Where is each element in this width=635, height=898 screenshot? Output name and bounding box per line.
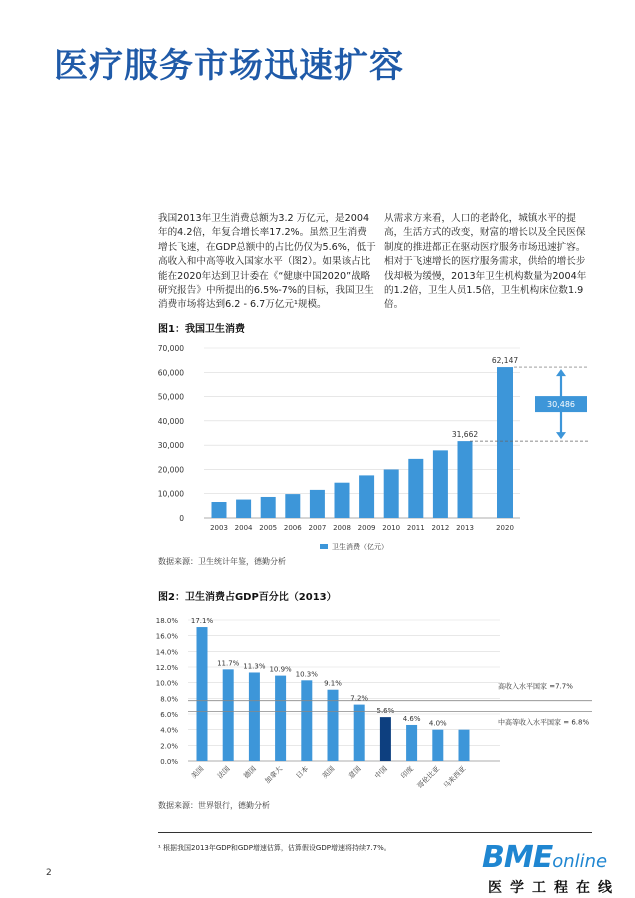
- x-tick-label: 2003: [210, 524, 228, 532]
- reference-line-label: 中高等收入水平国家 = 6.8%: [498, 718, 590, 727]
- x-tick-label: 印度: [399, 764, 416, 781]
- bar-2006: [285, 494, 300, 518]
- x-tick-label: 2006: [283, 524, 302, 532]
- x-tick-label: 2008: [333, 524, 351, 532]
- y-tick-label: 12.0%: [155, 664, 178, 672]
- x-tick-label: 意国: [347, 764, 363, 781]
- bar-马来西亚: [459, 730, 470, 761]
- bar-法国: [223, 669, 234, 761]
- y-tick-label: 10,000: [157, 489, 184, 499]
- y-tick-label: 70,000: [157, 344, 184, 353]
- y-tick-label: 16.0%: [155, 632, 178, 641]
- logo-subtitle: 医学工程在线: [488, 880, 620, 896]
- y-tick-label: 60,000: [157, 368, 184, 378]
- bar-2013: [458, 441, 473, 518]
- bar-2009: [359, 475, 374, 518]
- x-tick-label: 德国: [242, 764, 258, 781]
- legend-label: 卫生消费（亿元）: [332, 543, 388, 551]
- footnote: ¹ 根据我国2013年GDP和GDP增速估算，估算假设GDP增速将持续7.7%。: [158, 844, 391, 852]
- data-label-意国: 7.2%: [350, 694, 369, 703]
- x-tick-label: 日本: [294, 764, 311, 781]
- x-tick-label: 马来西亚: [441, 764, 468, 791]
- footnote-divider: [158, 832, 592, 833]
- data-label-德国: 11.3%: [243, 662, 266, 671]
- x-tick-label: 中国: [373, 764, 389, 781]
- x-tick-label: 2004: [234, 524, 253, 532]
- figure2-chart: [140, 606, 595, 792]
- logo-bme-text: BME: [482, 840, 553, 875]
- gap-arrow-head-up: [556, 369, 566, 376]
- x-tick-label: 2009: [357, 524, 376, 532]
- figure1-source: 数据来源：卫生统计年鉴，德勤分析: [158, 557, 286, 566]
- bar-日本: [301, 680, 312, 761]
- y-tick-label: 50,000: [157, 392, 184, 402]
- bar-2007: [310, 490, 325, 518]
- page-number: 2: [46, 868, 52, 878]
- x-tick-label: 2005: [259, 524, 278, 532]
- bar-中国: [380, 717, 391, 761]
- bar-2010: [384, 469, 399, 518]
- logo-online-text: online: [552, 851, 608, 872]
- bar-2008: [335, 483, 350, 518]
- y-tick-label: 2.0%: [160, 742, 178, 751]
- x-tick-label: 美国: [189, 764, 206, 781]
- bar-加拿大: [275, 676, 286, 761]
- x-tick-label: 2013: [456, 524, 474, 532]
- y-tick-label: 30,000: [157, 441, 184, 451]
- x-tick-label: 2010: [382, 524, 401, 532]
- figure2-source: 数据来源：世界银行，德勤分析: [158, 801, 270, 810]
- data-label-印度: 4.6%: [402, 714, 421, 723]
- y-tick-label: 0: [179, 514, 184, 523]
- data-label-2020: 62,147: [491, 356, 519, 366]
- bar-2004: [236, 500, 251, 518]
- bar-2005: [261, 497, 276, 518]
- y-tick-label: 6.0%: [160, 711, 178, 719]
- y-tick-label: 18.0%: [155, 617, 178, 625]
- gap-annotation-label: 30,486: [547, 400, 575, 410]
- gap-arrow-head-down: [556, 432, 566, 439]
- reference-line-label: 高收入水平国家 =7.7%: [498, 682, 573, 691]
- data-label-日本: 10.3%: [295, 670, 318, 679]
- bar-2012: [433, 450, 448, 518]
- bar-哥伦比亚: [432, 730, 443, 761]
- data-label-美国: 17.1%: [190, 617, 214, 626]
- data-label-2013: 31,662: [451, 430, 479, 440]
- x-tick-label: 法国: [216, 764, 232, 781]
- x-tick-label: 加拿大: [263, 764, 285, 786]
- page-title: 医疗服务市场迅速扩容: [54, 46, 404, 86]
- data-label-英国: 9.1%: [324, 679, 342, 688]
- x-tick-label: 2011: [406, 524, 425, 532]
- intro-paragraph-left: 我国2013年卫生消费总额为3.2 万亿元，是2004年的4.2倍，年复合增长率17.2%。虽然卫生消费增长飞速，在GDP总额中的占比仍仅为5.6%，低于高收入和中高等收入国家水平（图2）。如果该占比能在2020年达到卫计委在《“健康中国2020”战略研究报告》中所提出的6.5%-7%的目标，我国卫生消费市场将达到6.2 - 6.7万亿元¹规模。: [158, 213, 376, 311]
- bme-online-logo: [482, 840, 632, 896]
- figure2-caption: 图2：卫生消费占GDP百分比（2013）: [158, 592, 337, 603]
- intro-paragraph-right: 从需求方来看，人口的老龄化，城镇水平的提高，生活方式的改变，财富的增长以及全民医保制度的推进都正在驱动医疗服务市场迅速扩容。相对于飞速增长的医疗服务需求，供给的增长步伐却极为缓慢，2013年卫生机构数量为2004年的1.2倍，卫生人员1.5倍，卫生机构床位数1.9倍。: [384, 213, 587, 311]
- bar-2003: [212, 502, 227, 518]
- data-label-加拿大: 10.9%: [269, 665, 292, 674]
- bar-德国: [249, 672, 260, 761]
- y-tick-label: 20,000: [157, 465, 184, 475]
- y-tick-label: 8.0%: [160, 695, 178, 704]
- figure1-caption: 图1：我国卫生消费: [158, 324, 245, 335]
- y-tick-label: 0.0%: [160, 758, 178, 766]
- bar-2020: [497, 367, 513, 518]
- bar-美国: [197, 627, 208, 761]
- data-label-法国: 11.7%: [217, 659, 240, 668]
- bar-印度: [406, 725, 417, 761]
- x-tick-label: 2020: [496, 524, 514, 532]
- x-tick-label: 2007: [308, 524, 327, 532]
- y-tick-label: 14.0%: [155, 648, 178, 657]
- x-tick-label: 2012: [431, 524, 450, 532]
- x-tick-label: 哥伦比亚: [415, 764, 442, 791]
- x-tick-label: 英国: [320, 764, 337, 781]
- data-label-中国: 5.6%: [376, 707, 395, 716]
- y-tick-label: 40,000: [157, 416, 184, 426]
- figure1-chart: [140, 338, 595, 560]
- legend-swatch: [320, 544, 328, 549]
- bar-意国: [354, 705, 365, 761]
- bar-2011: [408, 459, 423, 518]
- y-tick-label: 10.0%: [155, 679, 178, 688]
- data-label-哥伦比亚: 4.0%: [428, 719, 447, 728]
- y-tick-label: 4.0%: [160, 726, 178, 735]
